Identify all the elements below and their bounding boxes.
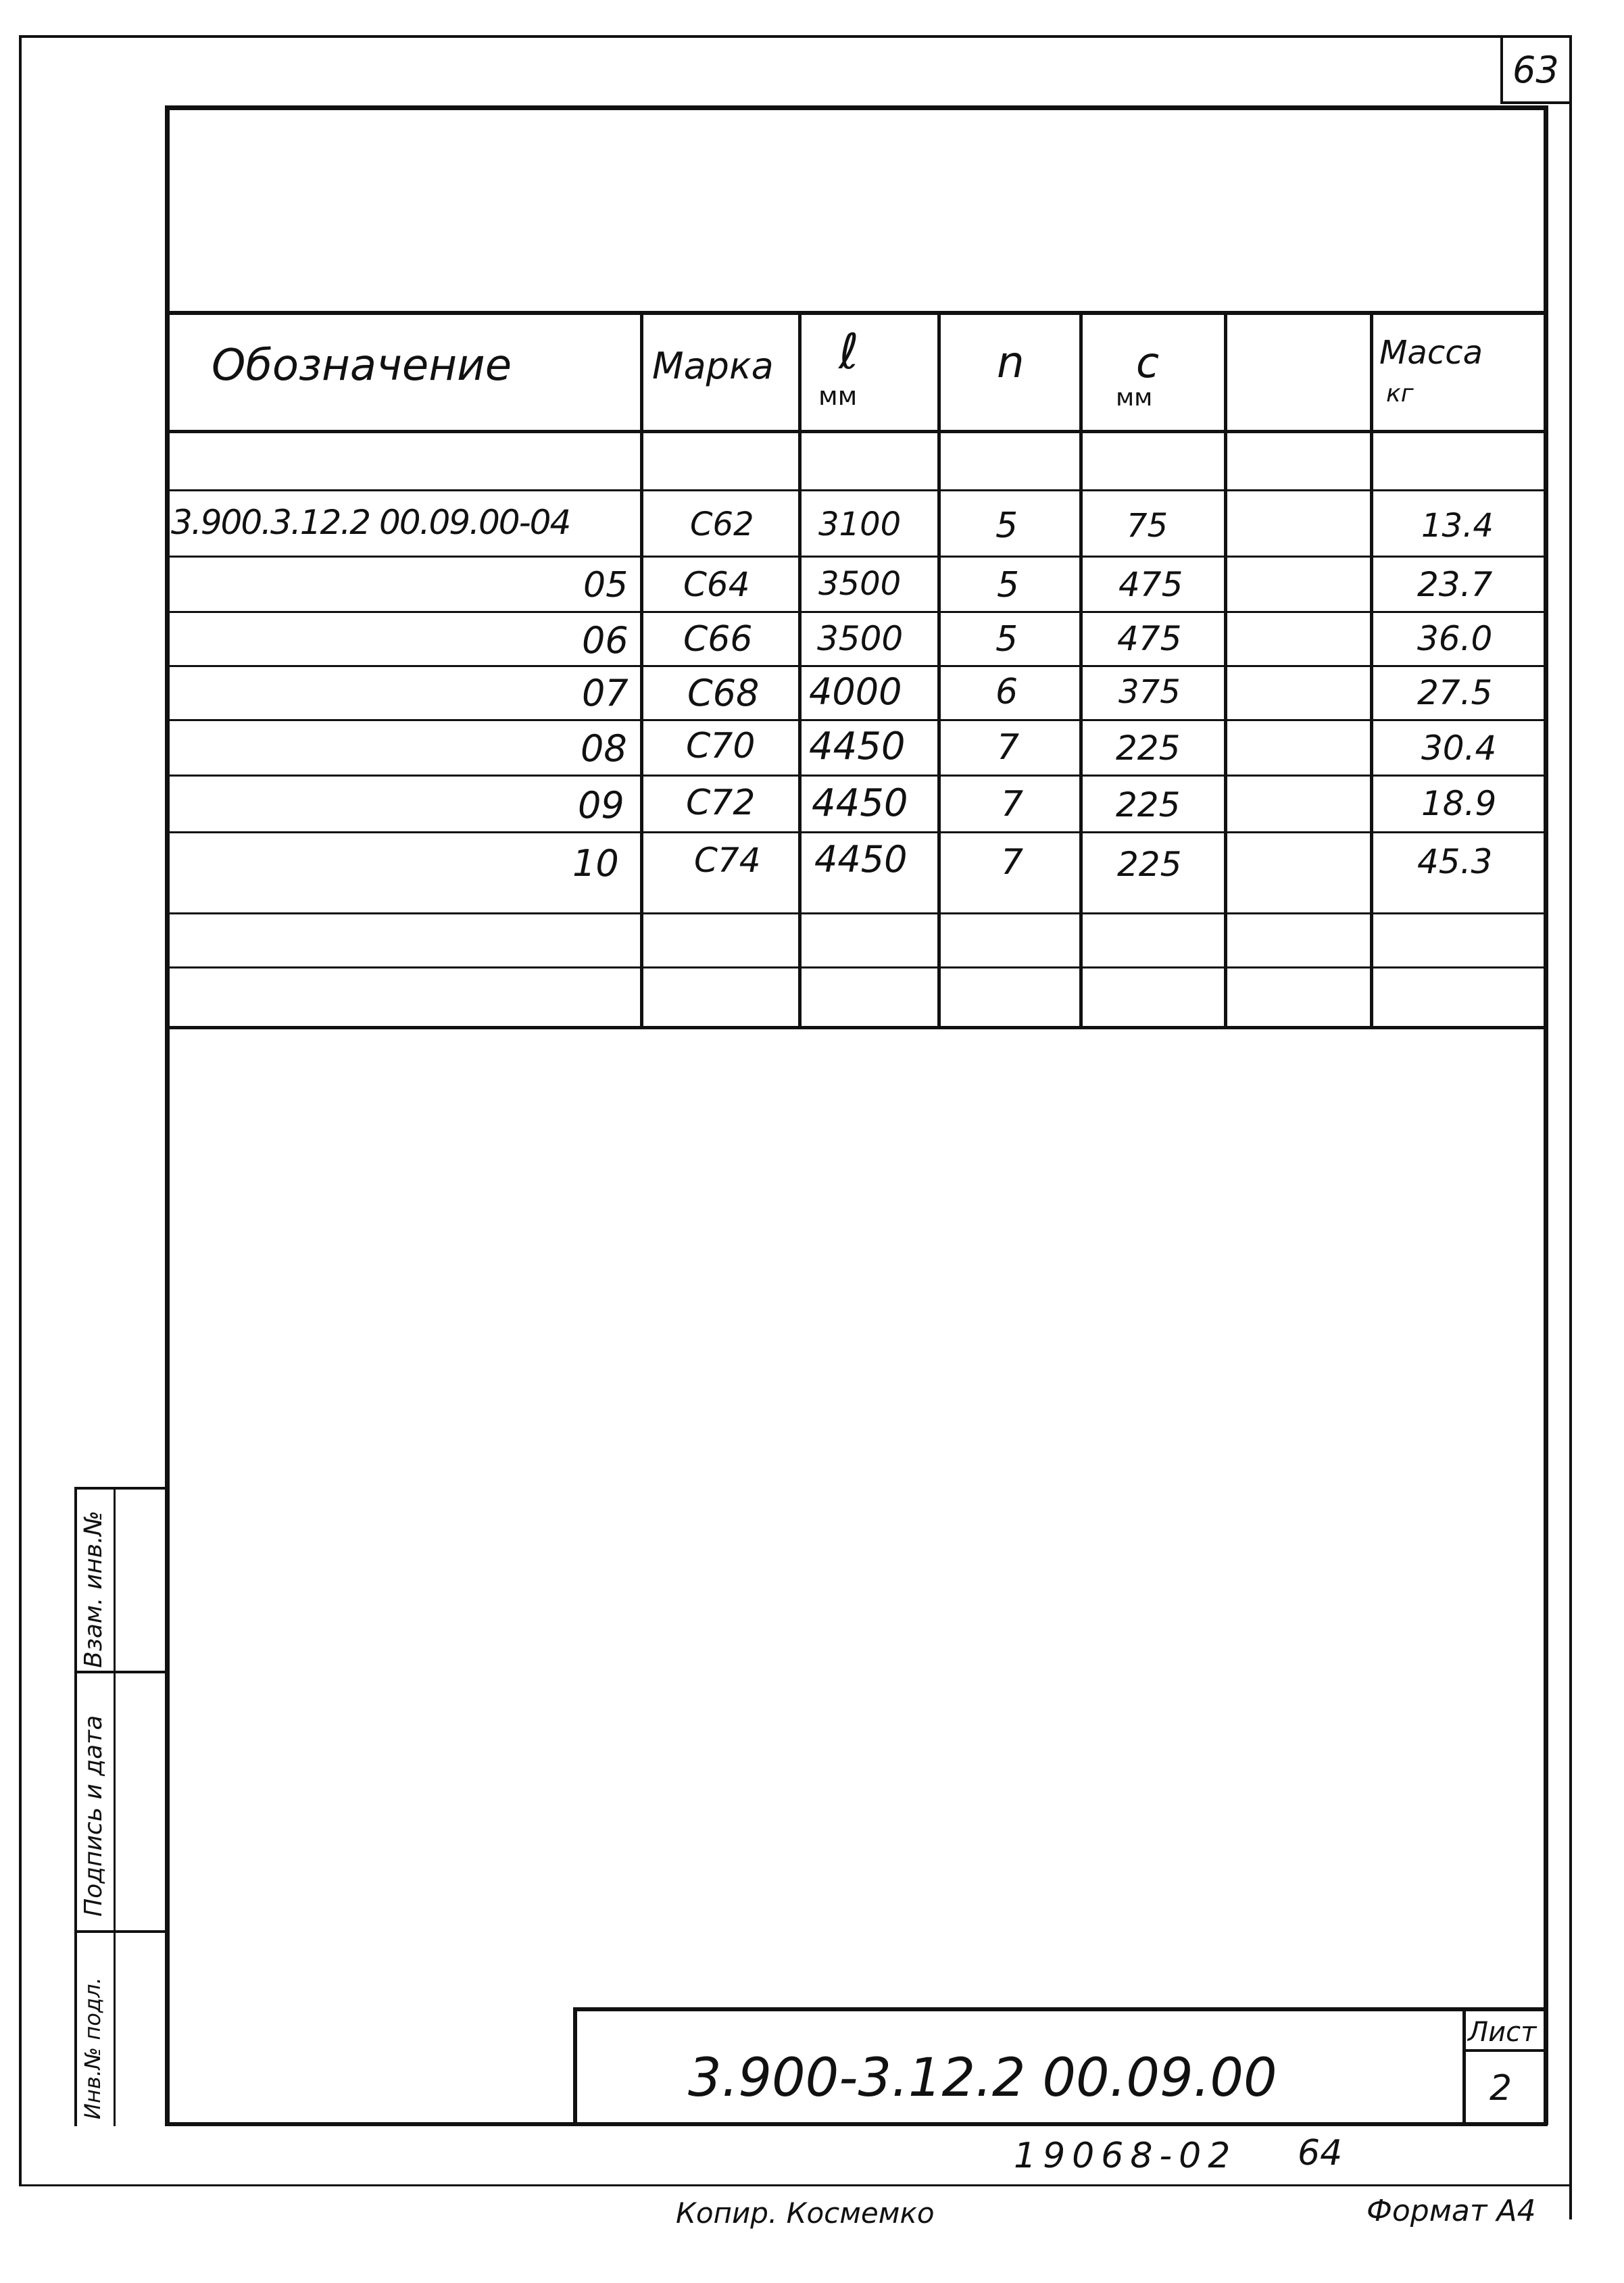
- title-block-top: [573, 2007, 1544, 2011]
- cell-c: 475: [1118, 565, 1183, 604]
- side-stamp-left: [74, 1487, 77, 2126]
- corner-box-bottom: [1500, 101, 1571, 104]
- cell-count: 7: [997, 727, 1020, 768]
- outer-border-top: [19, 35, 1572, 38]
- cell-mark: С70: [686, 726, 756, 766]
- row-line: [170, 831, 1544, 833]
- outer-border-left: [19, 35, 22, 2184]
- cell-mass: 30.4: [1421, 729, 1497, 768]
- outer-border-bottom: [19, 2184, 1572, 2186]
- sheet-number: 2: [1490, 2068, 1512, 2109]
- footer-page-number: 64: [1298, 2133, 1343, 2174]
- title-block-left: [573, 2007, 577, 2124]
- cell-count: 7: [1001, 784, 1024, 825]
- outer-border-right: [1569, 35, 1572, 2219]
- inner-frame-top: [165, 105, 1548, 110]
- header-c: c: [1136, 338, 1160, 387]
- doc-code: 3.900-3.12.2 00.09.00: [688, 2048, 1277, 2109]
- cell-mass: 45.3: [1417, 842, 1493, 881]
- cell-c: 375: [1118, 673, 1181, 711]
- inner-frame-right: [1544, 105, 1548, 2125]
- cell-count: 5: [995, 619, 1018, 660]
- header-count: n: [997, 338, 1025, 388]
- title-block-sheet-divider: [1462, 2007, 1466, 2124]
- header-mark: Марка: [652, 345, 774, 387]
- row-line: [170, 912, 1544, 914]
- row-line: [170, 489, 1544, 491]
- spec-table: [170, 311, 1544, 1031]
- table-top-border: [170, 311, 1544, 315]
- cell-designation: 06: [582, 619, 629, 662]
- col-line-6: [1370, 311, 1373, 1029]
- side-stamp-top: [74, 1487, 165, 1490]
- sheet-corner-number: 63: [1512, 49, 1559, 91]
- cell-c: 225: [1116, 785, 1181, 825]
- header-mass: Масса: [1379, 334, 1483, 372]
- cell-c: 225: [1117, 845, 1182, 884]
- cell-designation: 10: [572, 842, 619, 885]
- row-line: [170, 775, 1544, 777]
- header-c-unit: мм: [1116, 384, 1153, 412]
- cell-length: 4450: [809, 725, 906, 768]
- cell-mark: С66: [683, 619, 753, 660]
- cell-c: 75: [1127, 507, 1168, 545]
- col-line-2: [798, 311, 802, 1029]
- cell-length: 3500: [817, 619, 904, 658]
- row-line: [170, 719, 1544, 721]
- row-line: [170, 611, 1544, 613]
- col-line-4: [1079, 311, 1083, 1029]
- cell-designation: 3.900.3.12.2 00.09.00-04: [171, 503, 570, 542]
- cell-count: 5: [995, 506, 1018, 546]
- cell-mass: 27.5: [1417, 673, 1493, 712]
- cell-designation: 08: [581, 727, 627, 770]
- title-block-sheet-hline: [1462, 2049, 1544, 2052]
- cell-c: 475: [1117, 619, 1182, 658]
- inner-frame-left: [165, 105, 170, 2125]
- row-line: [170, 665, 1544, 667]
- cell-length: 4000: [809, 670, 902, 713]
- cell-mass: 23.7: [1417, 565, 1493, 604]
- side-stamp: [74, 1487, 165, 2126]
- side-stamp-mid: [114, 1487, 116, 2126]
- cell-length: 4450: [814, 838, 908, 881]
- cell-count: 7: [1001, 842, 1024, 883]
- cell-mass: 18.9: [1421, 784, 1497, 823]
- col-line-3: [937, 311, 941, 1029]
- cell-designation: 07: [582, 672, 629, 714]
- title-block: [573, 2007, 1544, 2124]
- cell-count: 6: [995, 672, 1018, 712]
- copied-by: Копир. Космемко: [676, 2196, 935, 2230]
- corner-box-left: [1500, 35, 1503, 103]
- col-line-5: [1224, 311, 1227, 1029]
- cell-mark: С74: [694, 841, 761, 880]
- archive-number: 19068-02: [1014, 2136, 1237, 2176]
- cell-c: 225: [1116, 729, 1181, 768]
- cell-mass: 13.4: [1421, 507, 1494, 545]
- cell-mark: С68: [687, 672, 760, 714]
- cell-mass: 36.0: [1417, 619, 1493, 658]
- cell-designation: 05: [583, 565, 629, 606]
- header-length: ℓ: [839, 323, 859, 380]
- signature-date-label: Подпись и дата: [80, 1715, 107, 1917]
- header-length-unit: мм: [818, 381, 858, 411]
- cell-count: 5: [997, 565, 1020, 606]
- cell-length: 3500: [818, 565, 902, 603]
- cell-mark: С64: [683, 565, 750, 604]
- inv-no-orig-label: Инв.№ подл.: [80, 1977, 105, 2119]
- header-mass-unit: кг: [1386, 380, 1414, 408]
- format-label: Формат А4: [1367, 2194, 1536, 2228]
- cell-mark: С72: [686, 783, 756, 823]
- row-line: [170, 966, 1544, 968]
- cell-length: 3100: [818, 506, 902, 543]
- cell-length: 4450: [812, 781, 908, 825]
- replace-inv-label: Взам. инв.№: [80, 1511, 107, 1668]
- cell-mark: С62: [690, 506, 754, 543]
- side-stamp-div2: [74, 1930, 165, 1933]
- cell-designation: 09: [578, 784, 624, 827]
- header-designation: Обозначение: [212, 341, 512, 391]
- row-line: [170, 556, 1544, 558]
- table-header-border: [170, 430, 1544, 433]
- sheet-label: Лист: [1468, 2017, 1537, 2048]
- side-stamp-div1: [74, 1671, 165, 1673]
- col-line-1: [640, 311, 643, 1029]
- table-bottom-border: [170, 1026, 1544, 1029]
